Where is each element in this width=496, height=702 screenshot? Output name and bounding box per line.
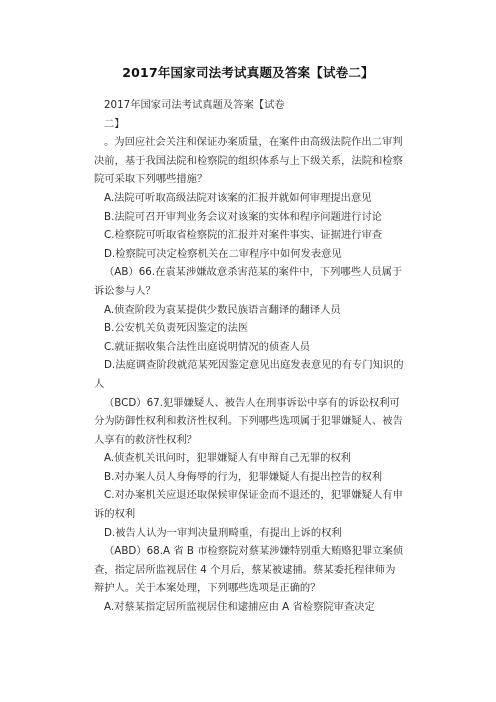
option-item: D.被告人认为一审判决量刑畸重，有提出上诉的权利 (104, 526, 342, 539)
subtitle-line-1: 2017年国家司法考试真题及答案【试卷 (104, 99, 285, 111)
option-item: D.法庭调查阶段就范某死因鉴定意见出庭发表意见的有专门知识的人 (94, 359, 404, 390)
option-item: B.公安机关负责死因鉴定的法医 (104, 322, 249, 335)
option-item: D.检察院可决定检察机关在二审程序中如何发表意见 (104, 247, 342, 260)
document-body (94, 96, 404, 617)
question-66: （AB）66.在袁某涉嫌故意杀害范某的案件中，下列哪些人员属于诉讼参与人？ (94, 266, 403, 297)
option-item: A.对蔡某指定居所监视居住和逮捕应由 A 省检察院审查决定 (104, 601, 375, 614)
subtitle-line-2: 二】 (104, 117, 125, 130)
document-title: 2017年国家司法考试真题及答案【试卷二】 (122, 65, 374, 80)
option-item: C.就证据收集合法性出庭说明情况的侦查人员 (104, 340, 311, 353)
option-item: A.侦查机关讯问时，犯罪嫌疑人有申辩自己无罪的权利 (104, 452, 351, 465)
option-item: C.检察院可听取省检察院的汇报并对案件事实、证据进行审查 (104, 229, 383, 242)
option-item: C.对办案机关应退还取保候审保证金而不退还的，犯罪嫌疑人有申诉的权利 (94, 489, 403, 521)
option-item: A.侦查阶段为袁某提供少数民族语言翻译的翻译人员 (104, 303, 341, 316)
option-item: B.法院可召开审判业务会议对该案的实体和程序问题进行讨论 (104, 210, 383, 223)
question-67: （BCD）67.犯罪嫌疑人、被告人在刑事诉讼中享有的诉讼权利可分为防御性权利和救济性权利。下列哪些选项属于犯罪嫌疑人、被告人享有的救济性权利？ (94, 396, 403, 446)
question-68: （ABD）68.A 省 B 市检察院对蔡某涉嫌特别重大贿赂犯罪立案侦查，指定居所监视居住 4 个月后，蔡某被逮捕。蔡某委托程律师为辩护人。关于本案处理，下列哪些选项是正确的？ (94, 545, 404, 595)
option-item: A.法院可听取高级法院对该案的汇报并就如何审理提出意见 (104, 191, 372, 204)
paragraph: 。为回应社会关注和保证办案质量，在案件由高级法院作出二审判决前，基于我国法院和检察院的组织体系与上下级关系，法院和检察院可采取下列哪些措施？ (94, 136, 403, 186)
option-item: B.对办案人员人身侮辱的行为，犯罪嫌疑人有提出控告的权利 (104, 470, 383, 483)
